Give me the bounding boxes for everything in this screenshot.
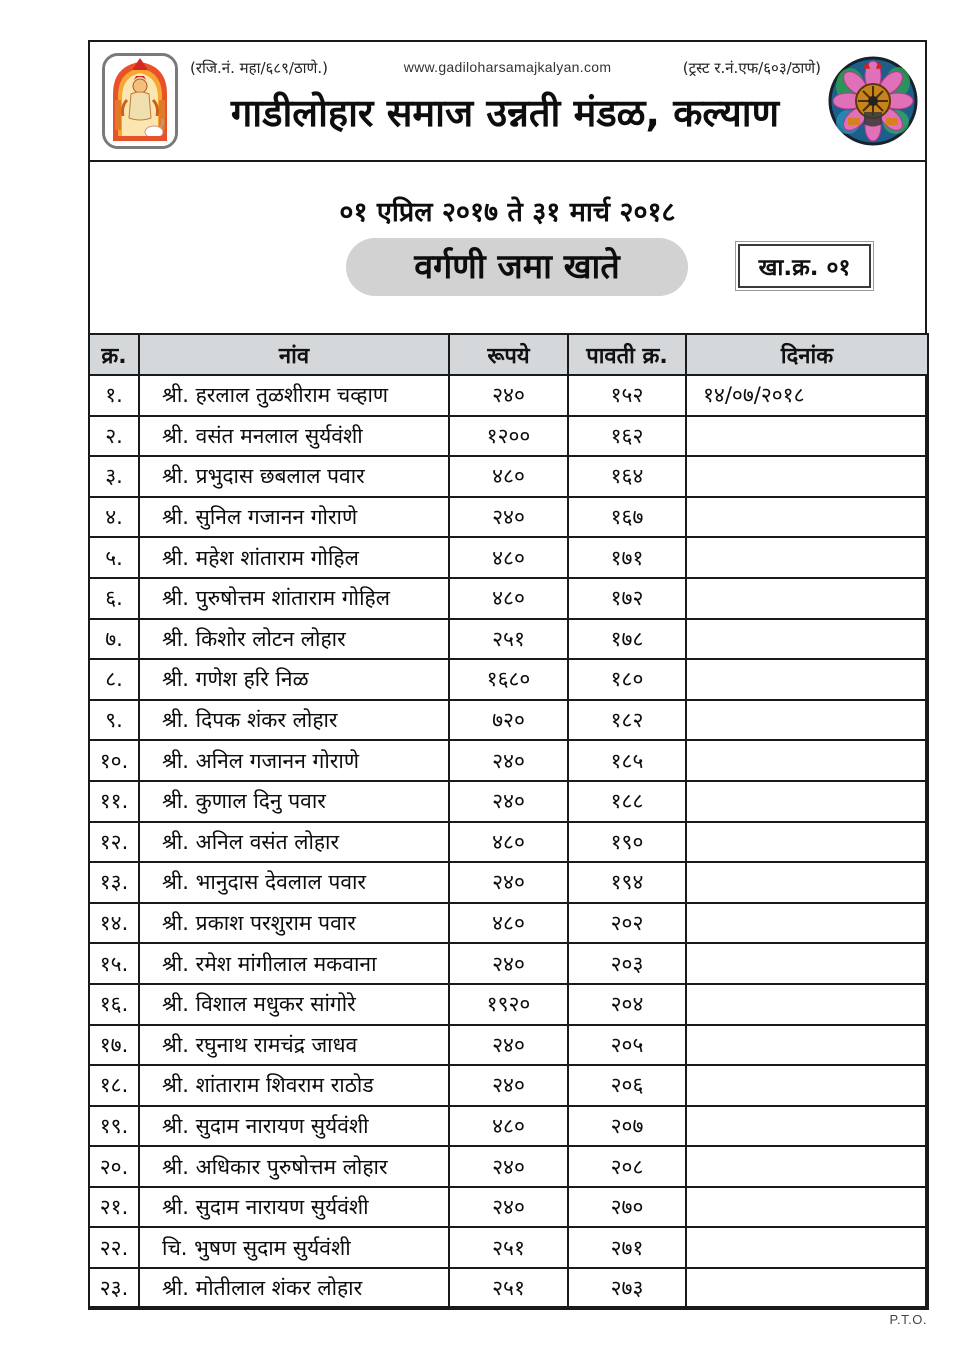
member-name: श्री. प्रभुदास छबलाल पवार (139, 456, 449, 497)
row-number: १७. (89, 1025, 139, 1066)
member-name: श्री. महेश शांताराम गोहिल (139, 537, 449, 578)
table-row (89, 1187, 928, 1228)
receipt-no: २०२ (568, 903, 686, 944)
date (686, 578, 928, 619)
ledger-title: वर्गणी जमा खाते (346, 238, 688, 296)
row-number: १५. (89, 943, 139, 984)
receipt-no: १८० (568, 659, 686, 700)
receipt-no: १७२ (568, 578, 686, 619)
date (686, 700, 928, 741)
table-row (89, 1106, 928, 1147)
row-number: १३. (89, 862, 139, 903)
table-header-row (89, 334, 928, 375)
date (686, 740, 928, 781)
trust-number-right: (ट्रस्ट र.नं.एफ/६०३/ठाणे) (682, 59, 821, 77)
receipt-no: २७० (568, 1187, 686, 1228)
member-name: श्री. सुदाम नारायण सुर्यवंशी (139, 1187, 449, 1228)
amount: २४० (449, 375, 568, 416)
amount: १९२० (449, 984, 568, 1025)
amount: ७२० (449, 700, 568, 741)
table-row (89, 1025, 928, 1066)
receipt-no: २०३ (568, 943, 686, 984)
date (686, 1268, 928, 1309)
member-name: श्री. शांताराम शिवराम राठोड (139, 1065, 449, 1106)
date (686, 1106, 928, 1147)
website-url: www.gadiloharsamajkalyan.com (403, 59, 612, 75)
member-name: श्री. हरलाल तुळशीराम चव्हाण (139, 375, 449, 416)
document-page (88, 40, 927, 1308)
receipt-no: २०६ (568, 1065, 686, 1106)
date (686, 903, 928, 944)
row-number: ११. (89, 781, 139, 822)
date (686, 537, 928, 578)
row-number: २. (89, 416, 139, 457)
amount: २४० (449, 862, 568, 903)
amount: ४८० (449, 578, 568, 619)
member-name: श्री. पुरुषोत्तम शांताराम गोहिल (139, 578, 449, 619)
date (686, 1065, 928, 1106)
date (686, 1187, 928, 1228)
row-number: ५. (89, 537, 139, 578)
amount: २५१ (449, 1227, 568, 1268)
table-row (89, 700, 928, 741)
table-row (89, 781, 928, 822)
receipt-no: १६४ (568, 456, 686, 497)
row-number: ८. (89, 659, 139, 700)
table-row (89, 497, 928, 538)
table-row (89, 862, 928, 903)
amount: २४० (449, 740, 568, 781)
letterhead (90, 42, 925, 162)
col-header-receipt: पावती क्र. (568, 334, 686, 375)
date (686, 1146, 928, 1187)
member-name: श्री. किशोर लोटन लोहार (139, 619, 449, 660)
amount: ४८० (449, 903, 568, 944)
registration-number-left: (रजि.नं. महा/६८९/ठाणे.) (190, 59, 329, 77)
table-row (89, 822, 928, 863)
member-name: श्री. वसंत मनलाल सुर्यवंशी (139, 416, 449, 457)
receipt-no: १८२ (568, 700, 686, 741)
table-row (89, 537, 928, 578)
accounting-period: ०१ एप्रिल २०१७ ते ३१ मार्च २०१८ (339, 197, 676, 228)
table-row (89, 903, 928, 944)
receipt-no: १९४ (568, 862, 686, 903)
receipt-no: १६२ (568, 416, 686, 457)
amount: २५१ (449, 619, 568, 660)
member-name: श्री. कुणाल दिनु पवार (139, 781, 449, 822)
table-row (89, 619, 928, 660)
receipt-no: २७१ (568, 1227, 686, 1268)
table-row (89, 416, 928, 457)
receipt-no: १६७ (568, 497, 686, 538)
row-number: ६. (89, 578, 139, 619)
member-name: श्री. भानुदास देवलाल पवार (139, 862, 449, 903)
receipt-no: २०५ (568, 1025, 686, 1066)
date (686, 943, 928, 984)
row-number: ४. (89, 497, 139, 538)
receipt-no: १७८ (568, 619, 686, 660)
receipt-no: २७३ (568, 1268, 686, 1309)
col-header-date: दिनांक (686, 334, 928, 375)
row-number: ९. (89, 700, 139, 741)
member-name: श्री. सुनिल गजानन गोराणे (139, 497, 449, 538)
member-name: चि. भुषण सुदाम सुर्यवंशी (139, 1227, 449, 1268)
table-row (89, 1227, 928, 1268)
amount: ४८० (449, 456, 568, 497)
subscription-ledger-table (88, 333, 929, 1310)
date (686, 781, 928, 822)
title-section (90, 162, 925, 333)
table-row (89, 659, 928, 700)
table-row (89, 578, 928, 619)
col-header-rupees: रूपये (449, 334, 568, 375)
date: १४/०७/२०१८ (686, 375, 928, 416)
table-row (89, 740, 928, 781)
receipt-no: १८५ (568, 740, 686, 781)
organization-title: गाडीलोहार समाज उन्नती मंडळ, कल्याण (230, 91, 780, 135)
col-header-name: नांव (139, 334, 449, 375)
date (686, 619, 928, 660)
table-row (89, 1065, 928, 1106)
row-number: १४. (89, 903, 139, 944)
row-number: २३. (89, 1268, 139, 1309)
row-number: १६. (89, 984, 139, 1025)
amount: १२०० (449, 416, 568, 457)
receipt-no: १५२ (568, 375, 686, 416)
date (686, 456, 928, 497)
member-name: श्री. अधिकार पुरुषोत्तम लोहार (139, 1146, 449, 1187)
date (686, 862, 928, 903)
receipt-no: १८८ (568, 781, 686, 822)
amount: २४० (449, 781, 568, 822)
receipt-no: १९० (568, 822, 686, 863)
row-number: १०. (89, 740, 139, 781)
member-name: श्री. दिपक शंकर लोहार (139, 700, 449, 741)
lotus-chakra-emblem-icon (828, 56, 918, 146)
amount: २४० (449, 1187, 568, 1228)
row-number: १. (89, 375, 139, 416)
member-name: श्री. मोतीलाल शंकर लोहार (139, 1268, 449, 1309)
amount: २४० (449, 497, 568, 538)
amount: ४८० (449, 822, 568, 863)
row-number: २१. (89, 1187, 139, 1228)
amount: २४० (449, 943, 568, 984)
member-name: श्री. अनिल गजानन गोराणे (139, 740, 449, 781)
amount: १६८० (449, 659, 568, 700)
receipt-no: २०८ (568, 1146, 686, 1187)
date (686, 497, 928, 538)
table-row (89, 1146, 928, 1187)
date (686, 659, 928, 700)
row-number: १२. (89, 822, 139, 863)
member-name: श्री. अनिल वसंत लोहार (139, 822, 449, 863)
row-number: ७. (89, 619, 139, 660)
row-number: १८. (89, 1065, 139, 1106)
amount: ४८० (449, 1106, 568, 1147)
member-name: श्री. रमेश मांगीलाल मकवाना (139, 943, 449, 984)
pto-note: P.T.O. (889, 1312, 927, 1327)
date (686, 1025, 928, 1066)
amount: २४० (449, 1146, 568, 1187)
amount: ४८० (449, 537, 568, 578)
member-name: श्री. विशाल मधुकर सांगोरे (139, 984, 449, 1025)
amount: २५१ (449, 1268, 568, 1309)
row-number: १९. (89, 1106, 139, 1147)
row-number: ३. (89, 456, 139, 497)
member-name: श्री. रघुनाथ रामचंद्र जाधव (139, 1025, 449, 1066)
table-row (89, 984, 928, 1025)
table-row (89, 375, 928, 416)
receipt-no: १७१ (568, 537, 686, 578)
col-header-serial: क्र. (89, 334, 139, 375)
row-number: २०. (89, 1146, 139, 1187)
table-row (89, 456, 928, 497)
row-number: २२. (89, 1227, 139, 1268)
table-row (89, 943, 928, 984)
date (686, 822, 928, 863)
amount: २४० (449, 1025, 568, 1066)
table-body (89, 375, 928, 1309)
member-name: श्री. प्रकाश परशुराम पवार (139, 903, 449, 944)
member-name: श्री. गणेश हरि निळ (139, 659, 449, 700)
member-name: श्री. सुदाम नारायण सुर्यवंशी (139, 1106, 449, 1147)
receipt-no: २०७ (568, 1106, 686, 1147)
date (686, 416, 928, 457)
table-row (89, 1268, 928, 1309)
account-number-box: खा.क्र. ०१ (738, 244, 871, 288)
amount: २४० (449, 1065, 568, 1106)
date (686, 984, 928, 1025)
date (686, 1227, 928, 1268)
receipt-no: २०४ (568, 984, 686, 1025)
